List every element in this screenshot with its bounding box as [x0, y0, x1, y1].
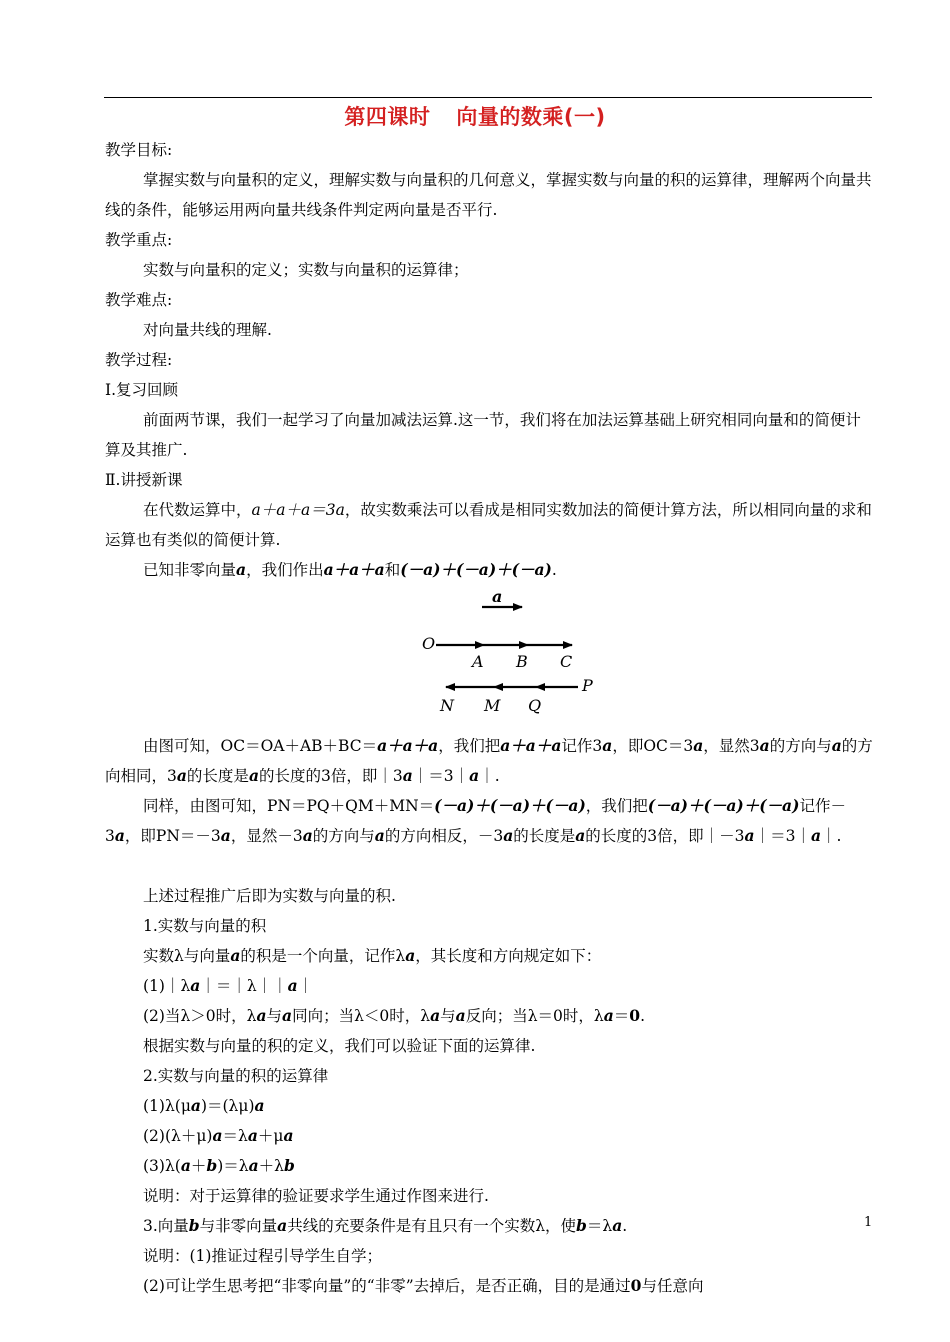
- note-proof: 说明：(1)推证过程引导学生自学；: [143, 1247, 382, 1265]
- oc-paragraph: 由图可知，OC＝OA＋AB＋BC＝a＋a＋a，我们把a＋a＋a记作3a，即OC＝3a，显然3a的方向与a的方向相同，3a的长度是a的长度的3倍，即｜3a｜＝3｜a｜.: [105, 736, 873, 785]
- review-heading: Ⅰ.复习回顾: [105, 381, 179, 399]
- header-rule: [104, 97, 872, 98]
- vector-a-label: a: [492, 591, 503, 606]
- point-label-n: N: [440, 696, 454, 715]
- goal-paragraph: 掌握实数与向量积的定义，理解实数与向量积的几何意义，掌握实数与向量的积的运算律，理解两个向量共线的条件，能够运用两向量共线条件判定两向量是否平行.: [105, 171, 872, 219]
- new-lesson-heading: Ⅱ.讲授新课: [105, 471, 183, 489]
- pn-paragraph: 同样，由图可知，PN＝PQ＋QM＋MN＝(－a)＋(－a)＋(－a)，我们把(－a)＋(－a)＋(－a)记作－3a，即PN＝－3a，显然－3a的方向与a的方向相反，－3a的长度是a的长度的3倍，即｜－3a｜＝3｜a｜.: [105, 796, 846, 845]
- key-paragraph: 实数与向量积的定义；实数与向量积的运算律；: [143, 261, 469, 279]
- section3-collinear: 3.向量b与非零向量a共线的充要条件是有且只有一个实数λ，使b＝λa.: [143, 1216, 628, 1235]
- document-body: [105, 135, 875, 1301]
- vector-figure: [105, 585, 875, 731]
- key-heading: 教学重点:: [105, 231, 173, 249]
- difficulty-heading: 教学难点:: [105, 291, 173, 309]
- note-verification: 说明：对于运算律的验证要求学生通过作图来进行.: [143, 1187, 489, 1205]
- given-vector-line: 已知非零向量a，我们作出a＋a＋a和(－a)＋(－a)＋(－a).: [143, 560, 557, 579]
- section2-heading: 2.实数与向量的积的运算律: [143, 1067, 329, 1085]
- point-label-o: O: [422, 634, 436, 653]
- goal-heading: 教学目标:: [105, 141, 173, 159]
- verify-line: 根据实数与向量的积的定义，我们可以验证下面的运算律.: [143, 1037, 536, 1055]
- point-label-q: Q: [528, 696, 542, 715]
- point-label-c: C: [560, 652, 573, 671]
- algebra-paragraph: 在代数运算中，a＋a＋a＝3a，故实数乘法可以看成是相同实数加法的简便计算方法，所以相同向量的求和运算也有类似的简便计算.: [105, 501, 872, 549]
- section1-definition: 实数λ与向量a的积是一个向量，记作λa，其长度和方向规定如下：: [143, 946, 602, 965]
- point-label-p: P: [582, 676, 593, 695]
- rule-direction: (2)当λ＞0时，λa与a同向；当λ＜0时，λa与a反向；当λ＝0时，λa＝0.: [143, 1006, 646, 1025]
- title-topic: 向量的数乘(一): [456, 105, 606, 129]
- law-distributive-scalar: (2)(λ＋μ)a＝λa＋μa: [143, 1126, 294, 1145]
- page-number: 1: [864, 1215, 873, 1230]
- note-nonzero: (2)可让学生思考把“非零向量”的“非零”去掉后，是否正确，目的是通过0与任意向: [143, 1276, 704, 1295]
- review-paragraph: 前面两节课，我们一起学习了向量加减法运算.这一节，我们将在加法运算基础上研究相同向量和的简便计算及其推广.: [105, 411, 861, 459]
- algebra-expression: a＋a＋a＝3a: [251, 501, 345, 519]
- point-label-a: A: [472, 652, 484, 671]
- process-heading: 教学过程:: [105, 351, 173, 369]
- generalize-line: 上述过程推广后即为实数与向量的积.: [143, 887, 396, 905]
- law-distributive-vector: (3)λ(a＋b)＝λa＋λb: [143, 1156, 295, 1175]
- difficulty-paragraph: 对向量共线的理解.: [143, 321, 272, 339]
- page-title: [0, 101, 950, 131]
- point-label-m: M: [484, 696, 501, 715]
- point-label-b: B: [516, 652, 528, 671]
- law-associative: (1)λ(μa)＝(λμ)a: [143, 1096, 265, 1115]
- rule-length: (1)｜λa｜＝｜λ｜｜a｜: [143, 976, 314, 995]
- title-lesson: 第四课时: [344, 105, 431, 129]
- section1-heading: 1.实数与向量的积: [143, 917, 267, 935]
- vector-diagram: [410, 591, 710, 723]
